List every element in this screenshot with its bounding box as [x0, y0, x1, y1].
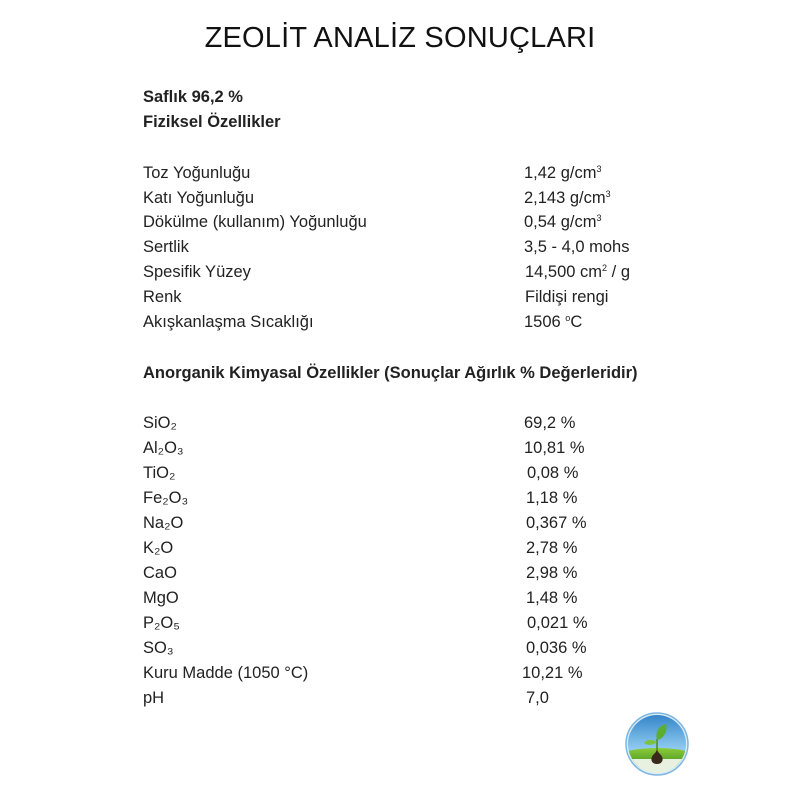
- chemical-label: Na₂O: [143, 514, 184, 532]
- page-title: ZEOLİT ANALİZ SONUÇLARI: [204, 22, 596, 54]
- chemical-row: [143, 489, 703, 513]
- chemical-value: 1,18 %: [526, 489, 578, 507]
- chemical-label: pH: [143, 689, 165, 707]
- property-value: 2,143 $g/cm^3$: [524, 189, 611, 207]
- property-row: [143, 288, 703, 312]
- property-row: [143, 263, 703, 287]
- chemical-row: [143, 464, 703, 488]
- property-row: [143, 238, 703, 262]
- property-label: Dökülme (kullanım) Yoğunluğu: [143, 213, 367, 231]
- property-label: Akışkanlaşma Sıcaklığı: [143, 313, 314, 331]
- chemical-label: TiO₂: [143, 464, 176, 482]
- chemical-label: K₂O: [143, 539, 174, 557]
- property-label: Toz Yoğunluğu: [143, 164, 251, 182]
- chemical-label: CaO: [143, 564, 177, 582]
- chemical-row: [143, 539, 703, 563]
- chemical-value: 0,036 %: [526, 639, 587, 657]
- chemical-row: [143, 664, 703, 688]
- chemical-row: [143, 564, 703, 588]
- chemical-label: P₂O₅: [143, 614, 180, 632]
- chemical-heading: Anorganik Kimyasal Özellikler (Sonuçlar Ağırlık % Değerleridir): [143, 364, 638, 382]
- property-row: [143, 213, 703, 237]
- property-value: Fildişi rengi: [525, 288, 609, 306]
- chemical-value: 0,367 %: [526, 514, 587, 532]
- chemical-row: [143, 589, 703, 613]
- chemical-label: SiO₂: [143, 414, 177, 432]
- physical-heading: Fiziksel Özellikler: [143, 113, 281, 131]
- chemical-value: 10,81 %: [524, 439, 585, 457]
- property-label: Katı Yoğunluğu: [143, 189, 255, 207]
- chemical-label: SO₃: [143, 639, 174, 657]
- chemical-label: Al₂O₃: [143, 439, 184, 457]
- chemical-value: 69,2 %: [524, 414, 576, 432]
- property-value: 1506 $^o$C: [524, 313, 583, 331]
- chemical-value: 1,48 %: [526, 589, 578, 607]
- property-label: Renk: [143, 288, 182, 306]
- property-label: Sertlik: [143, 238, 189, 256]
- chemical-value: 7,0: [526, 689, 549, 707]
- property-row: [143, 164, 703, 188]
- property-value: 0,54 $g/cm^3$: [524, 213, 602, 231]
- property-value: 14,500 $cm^2$ / g: [525, 263, 630, 281]
- property-value: 3,5 - 4,0 mohs: [524, 238, 630, 256]
- chemical-label: Kuru Madde (1050 °C): [143, 664, 309, 682]
- chemical-row: [143, 514, 703, 538]
- chemical-value: 0,08 %: [527, 464, 579, 482]
- property-row: [143, 313, 703, 337]
- purity-text: Saflık 96,2 %: [143, 88, 243, 106]
- chemical-row: [143, 414, 703, 438]
- chemical-row: [143, 439, 703, 463]
- chemical-label: MgO: [143, 589, 179, 607]
- chemical-value: 2,78 %: [526, 539, 578, 557]
- leaf-sprout-logo-icon: [625, 712, 689, 776]
- chemical-row: [143, 614, 703, 638]
- property-label: Spesifik Yüzey: [143, 263, 251, 281]
- chemical-label: Fe₂O₃: [143, 489, 189, 507]
- chemical-value: 2,98 %: [526, 564, 578, 582]
- property-row: [143, 189, 703, 213]
- chemical-row: [143, 689, 703, 713]
- chemical-value: 0,021 %: [527, 614, 588, 632]
- chemical-row: [143, 639, 703, 663]
- chemical-value: 10,21 %: [522, 664, 583, 682]
- property-value: 1,42 $g/cm^3$: [524, 164, 602, 182]
